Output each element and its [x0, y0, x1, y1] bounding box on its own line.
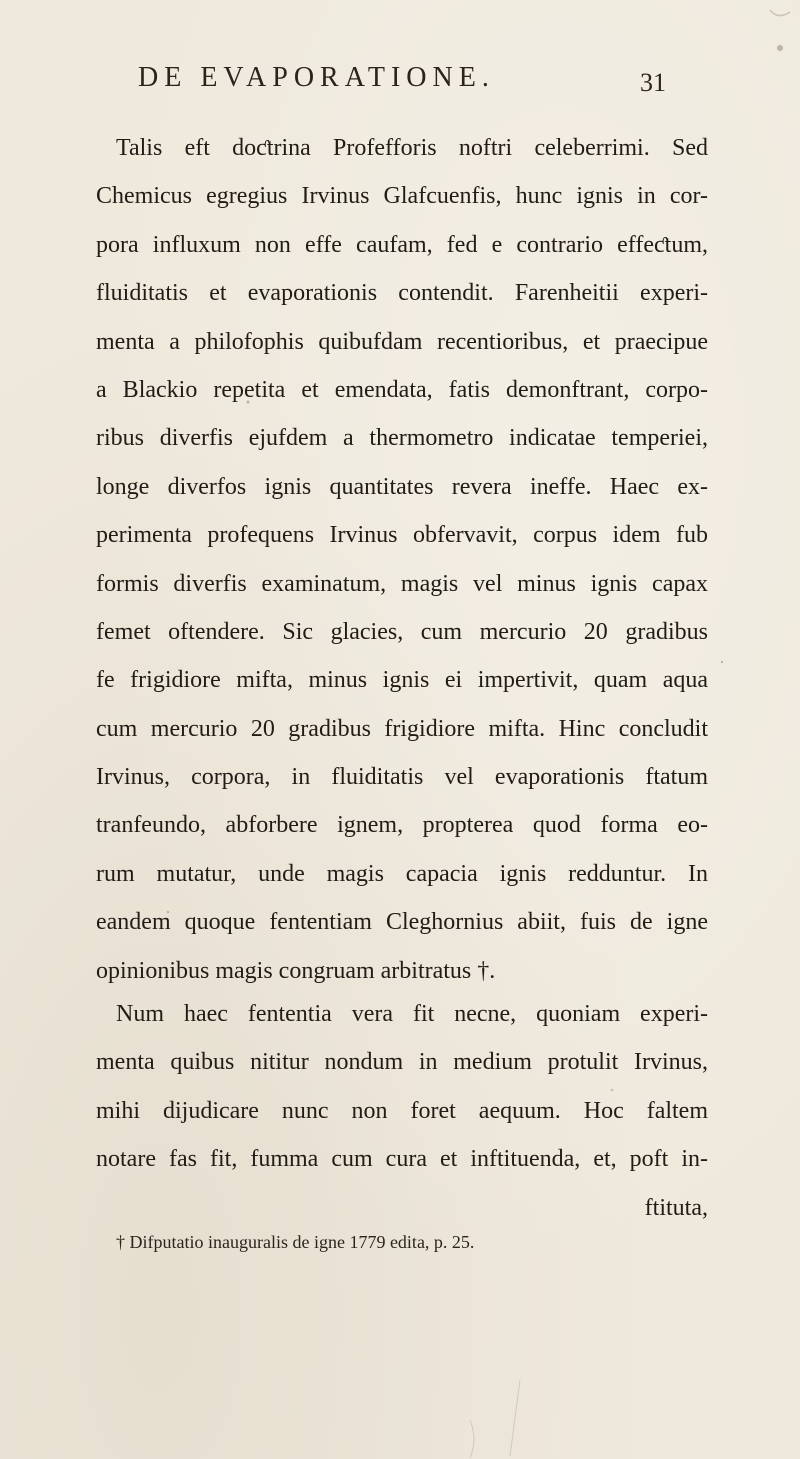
page-number: 31 [640, 68, 666, 97]
paragraph-2 [96, 990, 708, 1232]
footnote: † Difputatio inauguralis de igne 1779 edita, p. 25. [116, 1232, 475, 1252]
text-line: cum mercurio 20 gradibus frigidiore mifta. Hinc concludit [96, 715, 708, 742]
text-line: longe diverfos ignis quantitates revera ineffe. Haec ex- [96, 473, 708, 500]
text-line: opinionibus magis congruam arbitratus †. [96, 957, 496, 984]
text-line: mihi dijudicare nunc non foret aequum. Hoc faltem [96, 1097, 708, 1124]
text-line: femet oftendere. Sic glacies, cum mercurio 20 gradibus [96, 618, 708, 645]
text-line: ribus diverfis ejufdem a thermometro indicatae temperiei, [96, 425, 708, 452]
text-line: tranfeundo, abforbere ignem, propterea quod forma eo- [96, 812, 708, 839]
text-line: Talis eft doƈtrina Profefforis noftri celeberrimi. Sed [116, 135, 708, 161]
text-line: fluiditatis et evaporationis contendit. Farenheitii experi- [96, 280, 708, 307]
text-line: fe frigidiore mifta, minus ignis ei impertivit, quam aqua [96, 667, 708, 694]
text-line: a Blackio repetita et emendata, fatis demonftrant, corpo- [96, 376, 708, 403]
text-line: perimenta profequens Irvinus obfervavit, corpus idem fub [96, 522, 708, 549]
text-line: Irvinus, corpora, in fluiditatis vel evaporationis ftatum [96, 764, 708, 791]
paragraph-1 [96, 124, 708, 995]
text-line: pora influxum non effe caufam, fed e contrario effeƈtum, [96, 231, 708, 258]
text-line: Num haec fententia vera fit necne, quoniam experi- [116, 1001, 708, 1027]
text-line: menta quibus nititur nondum in medium protulit Irvinus, [96, 1049, 708, 1076]
text-line: formis diverfis examinatum, magis vel minus ignis capax [96, 570, 708, 597]
text-line: rum mutatur, unde magis capacia ignis redduntur. In [96, 860, 708, 887]
catchword: ftituta, [644, 1194, 708, 1221]
running-head: DE EVAPORATIONE. [138, 62, 495, 93]
text-line: eandem quoque fententiam Cleghornius abiit, fuis de igne [96, 909, 708, 936]
text-line: Chemicus egregius Irvinus Glafcuenfis, hunc ignis in cor- [96, 183, 708, 210]
text-line: menta a philofophis quibufdam recentioribus, et praecipue [96, 328, 708, 355]
text-line: notare fas fit, fumma cum cura et inftituenda, et, poft in- [96, 1146, 708, 1173]
